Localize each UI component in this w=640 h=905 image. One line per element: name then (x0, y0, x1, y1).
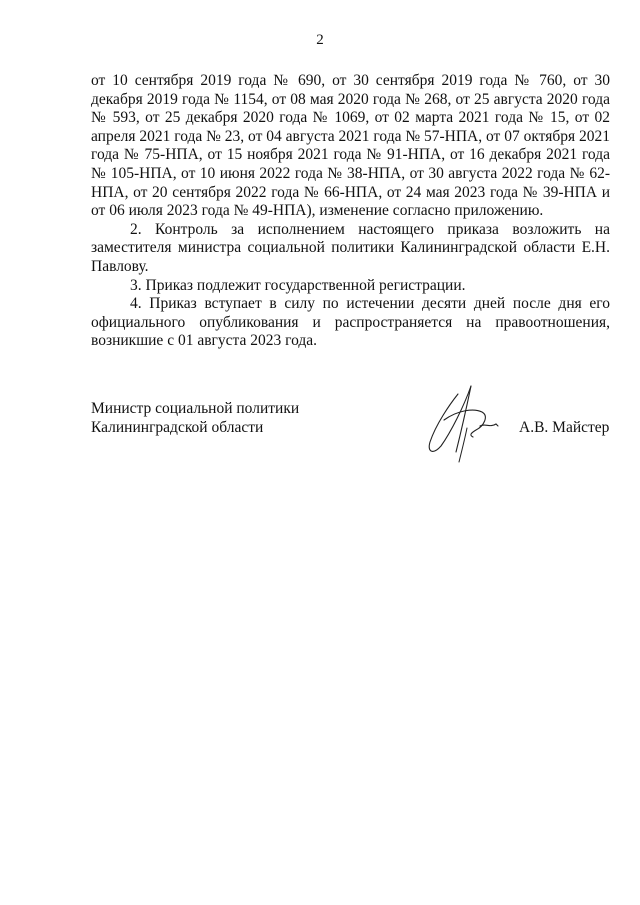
paragraph-continuation: от 10 сентября 2019 года № 690, от 30 сентября 2019 года № 760, от 30 декабря 2019 года № 1154, от 08 мая 2020 года № 268, от 25 августа 2020 года № 593, от 25 декабря 2020 года № 1069, от 02 марта 2021 года № 15, от 02 апреля 2021 года № 23, от 04 августа 2021 года № 57-НПА, от 07 октября 2021 года № 75-НПА, от 15 ноября 2021 года № 91-НПА, от 16 декабря 2021 года № 105-НПА, от 10 июня 2022 года № 38-НПА, от 30 августа 2022 года № 62-НПА, от 20 сентября 2022 года № 66-НПА, от 24 мая 2023 года № 39-НПА и от 06 июля 2023 года № 49-НПА), изменение согласно приложению. (91, 72, 610, 220)
signatory-title (91, 399, 299, 437)
paragraph-item-2: 2. Контроль за исполнением настоящего приказа возложить на заместителя министра социальной политики Калининградской области Е.Н. Павлову. (91, 220, 610, 275)
document-body (91, 72, 610, 351)
paragraph-item-4: 4. Приказ вступает в силу по истечении десяти дней после дня его официального опубликования и распространяется на правоотношения, возникшие с 01 августа 2023 года. (91, 295, 610, 350)
signatory-title-line-2: Калининградской области (91, 419, 264, 436)
paragraph-item-3: 3. Приказ подлежит государственной регистрации. (130, 276, 466, 294)
signatory-title-line-1: Министр социальной политики (91, 400, 300, 417)
signatory-name: А.В. Майстер (519, 419, 610, 436)
page-number: 2 (316, 32, 324, 48)
handwritten-signature (418, 376, 508, 466)
